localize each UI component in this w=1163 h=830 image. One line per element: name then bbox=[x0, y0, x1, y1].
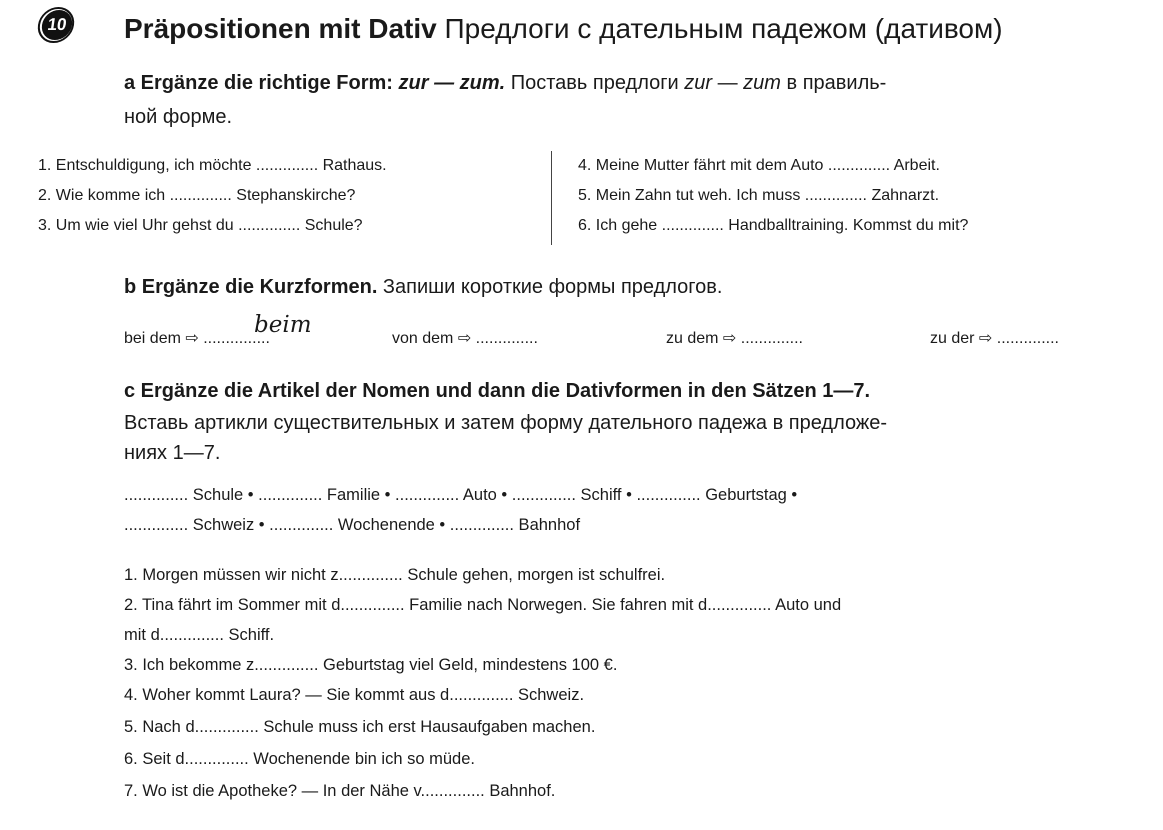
sentence-3: 3. Ich bekomme z.............. Geburtstag viel Geld, mindestens 100 €. bbox=[124, 656, 618, 674]
sentence-6: 6. Seit d.............. Wochenende bin ich so müde. bbox=[124, 750, 475, 768]
section-a-item-3: 3. Um wie viel Uhr gehst du .............. Schule? bbox=[38, 217, 363, 234]
exercise-title bbox=[124, 10, 1003, 48]
section-b-heading bbox=[124, 272, 722, 302]
section-a-head-ru-it2: zum bbox=[743, 72, 781, 94]
kurzform-bei-dem: bei dem ⇨ ............... bbox=[124, 330, 270, 347]
section-a-head-italic: zur — zum. bbox=[398, 72, 506, 94]
sentence-4: 4. Woher kommt Laura? — Sie kommt aus d.............. Schweiz. bbox=[124, 686, 585, 704]
section-c-heading-ru-1: Вставь артикли существительных и затем форму дательного падежа в предложе- bbox=[124, 412, 888, 434]
sentence-2-cont: mit d.............. Schiff. bbox=[124, 626, 275, 644]
section-a-item-6: 6. Ich gehe .............. Handballtraining. Kommst du mit? bbox=[578, 217, 969, 234]
section-c-heading: c Ergänze die Artikel der Nomen und dann die Dativformen in den Sätzen 1—7. bbox=[124, 380, 871, 402]
section-a-head-ru-it1: zur bbox=[684, 72, 713, 94]
exercise-number-badge bbox=[38, 8, 82, 44]
section-a-head-ru-2: — bbox=[712, 72, 744, 94]
section-c-heading-ru-2: ниях 1—7. bbox=[124, 442, 221, 464]
column-divider bbox=[551, 151, 552, 245]
handwritten-answer: beim bbox=[254, 312, 312, 338]
kurzform-zu-dem: zu dem ⇨ .............. bbox=[666, 330, 803, 347]
section-a-item-2: 2. Wie komme ich .............. Stephanskirche? bbox=[38, 187, 356, 204]
section-a-heading bbox=[124, 68, 886, 98]
title-german: Präpositionen mit Dativ bbox=[124, 13, 437, 44]
section-c-nouns-line2: .............. Schweiz • .............. Wochenende • .............. Bahnhof bbox=[124, 516, 581, 534]
sentence-5: 5. Nach d.............. Schule muss ich erst Hausaufgaben machen. bbox=[124, 718, 596, 736]
section-a-item-4: 4. Meine Mutter fährt mit dem Auto .............. Arbeit. bbox=[578, 157, 940, 174]
section-a-head-ru-3: в правиль- bbox=[780, 72, 887, 94]
section-a-head-ru-1: Поставь предлоги bbox=[505, 72, 685, 94]
sentence-7: 7. Wo ist die Apotheke? — In der Nähe v.............. Bahnhof. bbox=[124, 782, 556, 800]
section-b-head-ru: Запиши короткие формы предлогов. bbox=[377, 276, 723, 298]
kurzform-zu-der: zu der ⇨ .............. bbox=[930, 330, 1059, 347]
section-a-heading-line2: ной форме. bbox=[124, 106, 233, 128]
kurzform-von-dem: von dem ⇨ .............. bbox=[392, 330, 538, 347]
sentence-1: 1. Morgen müssen wir nicht z.............. Schule gehen, morgen ist schulfrei. bbox=[124, 566, 666, 584]
sentence-2: 2. Tina fährt im Sommer mit d.............. Familie nach Norwegen. Sie fahren mit d.............. Auto und bbox=[124, 596, 842, 614]
section-a-item-5: 5. Mein Zahn tut weh. Ich muss .............. Zahnarzt. bbox=[578, 187, 940, 204]
section-a-item-1: 1. Entschuldigung, ich möchte .............. Rathaus. bbox=[38, 157, 387, 174]
section-a-head-bold: a Ergänze die richtige Form: bbox=[124, 72, 399, 94]
section-c-nouns-line1: .............. Schule • .............. Familie • .............. Auto • .............. Schiff • .............. Geburtstag • bbox=[124, 486, 798, 504]
title-russian: Предлоги с дательным падежом (дативом) bbox=[444, 13, 1003, 44]
section-b-head-bold: b Ergänze die Kurzformen. bbox=[124, 276, 378, 298]
exercise-number: 10 bbox=[40, 10, 74, 40]
